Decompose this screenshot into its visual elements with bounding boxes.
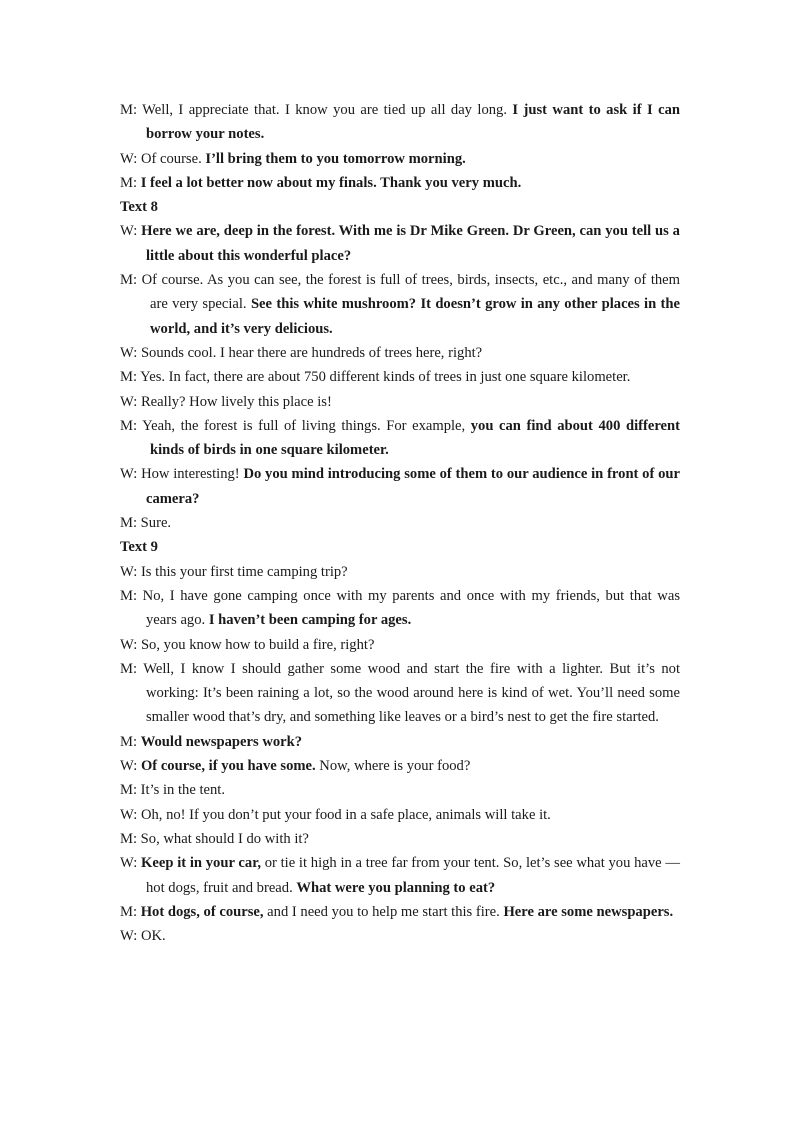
speaker-label: W: [120,466,138,483]
dialogue-text: Yeah, the forest is full of living things. For example, [137,417,471,434]
bold-answer-text: Here we are, deep in the forest. With me is Dr Mike Green. Dr Green, can you tell us a little about this wonderful place? [141,223,680,264]
section-heading: Text 9 [120,539,158,556]
bold-answer-text: Keep it in your car, [141,855,261,872]
speaker-label: M: [120,660,138,677]
dialogue-text: Now, where is your food? [315,758,471,775]
dialogue-text: Is this your first time camping trip? [137,563,348,580]
dialogue-text: So, you know how to build a fire, right? [137,636,375,653]
bold-answer-text: I’ll bring them to you tomorrow morning. [205,150,466,167]
dialogue-line [120,268,680,341]
speaker-label: M: [120,733,138,750]
bold-answer-text: Of course, if you have some. [140,758,316,775]
bold-answer-text: See this white mushroom? It doesn’t grow in any other places in the world, and it’s very delicious. [150,296,681,337]
dialogue-line [120,633,680,657]
speaker-label: W: [120,344,138,361]
speaker-label: W: [120,855,138,872]
dialogue-text: Yes. In fact, there are about 750 different kinds of trees in just one square kilometer. [137,369,631,386]
dialogue-line [120,754,680,778]
dialogue-line [120,341,680,365]
dialogue-line [120,803,680,827]
speaker-label: M: [120,515,138,532]
dialogue-text: How interesting! [137,466,244,483]
bold-answer-text: I haven’t been camping for ages. [208,612,412,629]
dialogue-line [120,657,680,730]
bold-answer-text: you can find about 400 different kinds of birds in one square kilometer. [150,417,680,459]
dialogue-line [120,147,680,171]
dialogue-line [120,414,680,463]
speaker-label: M: [120,782,138,799]
dialogue-line [120,584,680,633]
dialogue-text: Well, I appreciate that. I know you are tied up all day long. [137,102,513,118]
dialogue-line [120,730,680,754]
dialogue-line [120,778,680,802]
speaker-label: W: [120,928,138,945]
speaker-label: W: [120,223,138,240]
transcript-page [120,98,680,948]
speaker-label: M: [120,587,138,604]
dialogue-line [120,171,680,195]
dialogue-text: Sounds cool. I hear there are hundreds of trees here, right? [137,344,483,361]
speaker-label: M: [120,272,138,289]
dialogue-text: Of course. As you can see, the forest is full of trees, birds, insects, etc., and many of them are very special. [137,272,680,313]
dialogue-line [120,900,680,924]
dialogue-text: It’s in the tent. [137,782,225,799]
dialogue-line [120,365,680,389]
bold-answer-text: Hot dogs, of course, [140,903,264,920]
dialogue-line [120,219,680,268]
speaker-label: M: [120,174,138,191]
dialogue-line [120,560,680,584]
section-heading: Text 8 [120,199,158,216]
speaker-label: M: [120,102,138,118]
speaker-label: M: [120,369,138,386]
speaker-label: W: [120,150,138,167]
speaker-label: W: [120,636,138,653]
dialogue-text: and I need you to help me start this fire. [263,903,504,920]
bold-answer-text: Would newspapers work? [140,733,303,750]
dialogue-line [120,924,680,948]
speaker-label: W: [120,758,138,775]
bold-answer-text: Do you mind introducing some of them to our audience in front of our camera? [146,466,680,507]
speaker-label: M: [120,417,138,434]
dialogue-text: No, I have gone camping once with my parents and once with my friends, but that was years ago. [137,587,680,629]
dialogue-text: Oh, no! If you don’t put your food in a safe place, animals will take it. [137,806,551,823]
dialogue-line [120,462,680,511]
speaker-label: W: [120,393,138,410]
dialogue-line [120,511,680,535]
dialogue-line [120,851,680,900]
dialogue-text: So, what should I do with it? [137,830,309,847]
dialogue-text: Sure. [137,515,172,532]
bold-answer-text: I feel a lot better now about my finals. Thank you very much. [140,174,522,191]
speaker-label: M: [120,830,138,847]
dialogue-text: Of course. [137,150,206,167]
speaker-label: W: [120,563,138,580]
dialogue-text: Well, I know I should gather some wood and start the fire with a lighter. But it’s not working: It’s been raining a lot, so the wood around here is kind of wet. You’ll need some smaller wood that’s dry, and something like leaves or a bird’s nest to get the fire started. [137,660,680,726]
bold-answer-text: Here are some newspapers. [503,903,674,920]
dialogue-line [120,390,680,414]
bold-answer-text: What were you planning to eat? [296,879,496,896]
speaker-label: W: [120,806,138,823]
dialogue-line [120,827,680,851]
dialogue-line [120,98,680,147]
dialogue-text: OK. [137,928,166,945]
bold-answer-text: I just want to ask if I can borrow your notes. [146,102,680,143]
dialogue-text: Really? How lively this place is! [137,393,332,410]
speaker-label: M: [120,903,138,920]
dialogue-text: or tie it high in a tree far from your tent. So, let’s see what you have — hot dogs, fruit and bread. [146,855,680,896]
